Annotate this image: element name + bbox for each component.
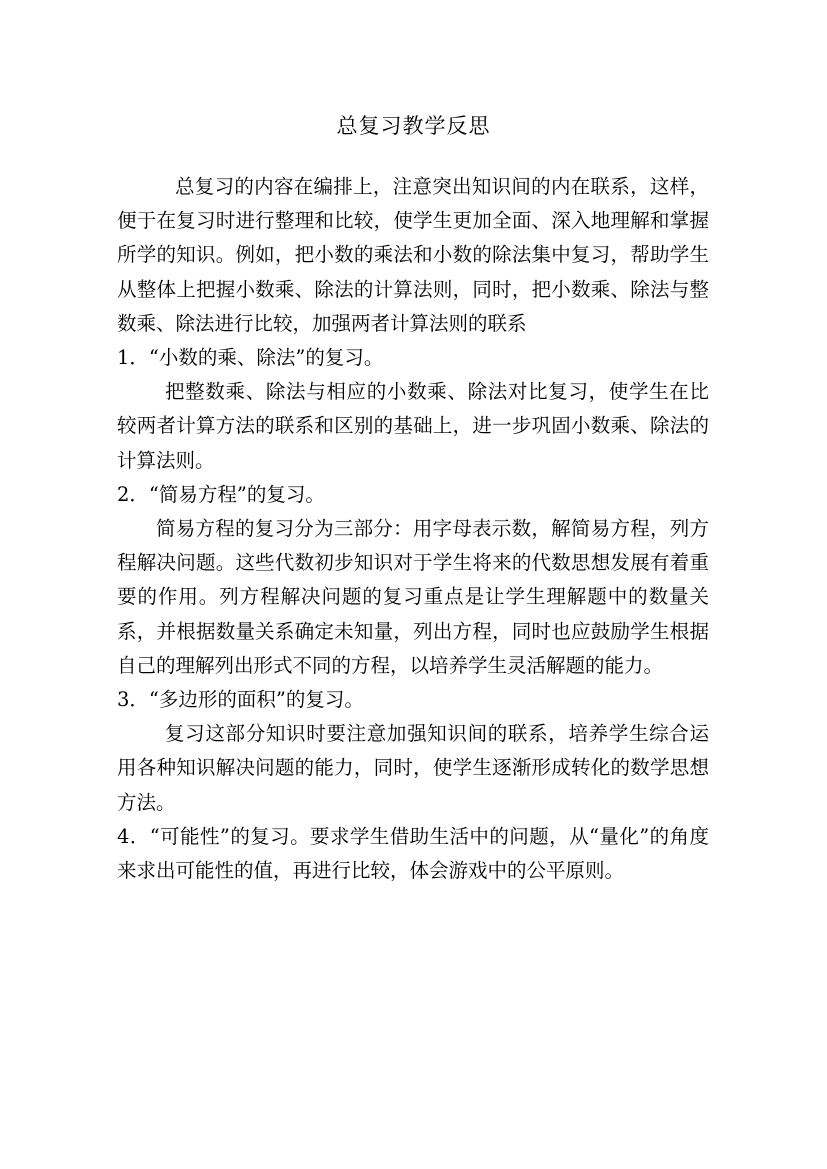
section-paragraph-3: 复习这部分知识时要注意加强知识间的联系，培养学生综合运用各种知识解决问题的能力，同时，使学生逐渐形成转化的数学思想方法。 bbox=[117, 722, 709, 814]
intro-paragraph: 总复习的内容在编排上，注意突出知识间的内在联系，这样，便于在复习时进行整理和比较，使学生更加全面、深入地理解和掌握所学的知识。例如，把小数的乘法和小数的除法集中复习，帮助学生从整体上把握小数乘、除法的计算法则，同时，把小数乘、除法与整数乘、除法进行比较，加强两者计算法则的联系 bbox=[117, 175, 709, 335]
document-body bbox=[117, 170, 709, 888]
section-heading-3: 3．“多边形的面积”的复习。 bbox=[117, 688, 364, 712]
section-paragraph-1: 把整数乘、除法与相应的小数乘、除法对比复习，使学生在比较两者计算方法的联系和区别的基础上，进一步巩固小数乘、除法的计算法则。 bbox=[117, 380, 709, 472]
section-heading-4: 4．“可能性”的复习。要求学生借助生活中的问题，从“量化”的角度来求出可能性的值，再进行比较，体会游戏中的公平原则。 bbox=[117, 824, 709, 883]
section-heading-2: 2．“简易方程”的复习。 bbox=[117, 482, 325, 506]
document-title: 总复习教学反思 bbox=[336, 114, 491, 138]
section-heading-1: 1．“小数的乘、除法”的复习。 bbox=[117, 346, 384, 370]
section-paragraph-2: 简易方程的复习分为三部分：用字母表示数，解简易方程，列方程解决问题。这些代数初步知识对于学生将来的代数思想发展有着重要的作用。列方程解决问题的复习重点是让学生理解题中的数量关系，并根据数量关系确定未知量，列出方程，同时也应鼓励学生根据自己的理解列出形式不同的方程，以培养学生灵活解题的能力。 bbox=[117, 517, 709, 677]
